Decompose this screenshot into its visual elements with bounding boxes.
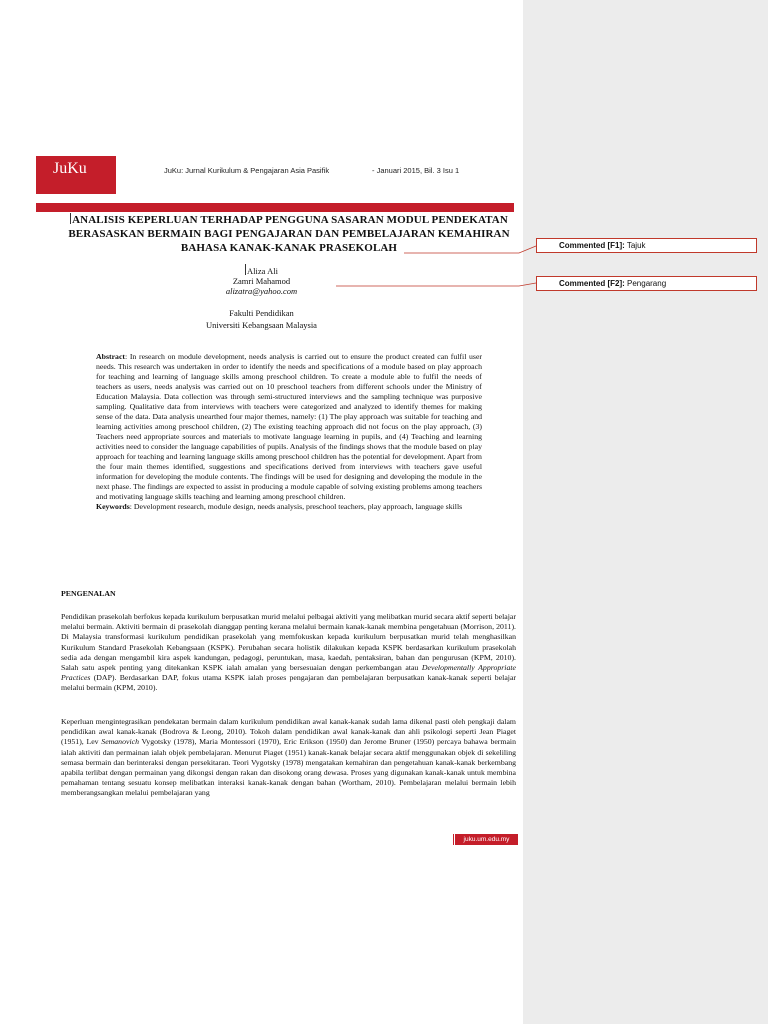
- journal-logo: [36, 156, 116, 191]
- comments-pane: [523, 0, 768, 1024]
- logo-underline: [36, 191, 116, 194]
- paragraph-1-italic: Developmentally Appropriate Practices: [61, 663, 516, 683]
- header-rule: [36, 203, 514, 212]
- footer-url[interactable]: juku.um.edu.my: [455, 834, 518, 845]
- paragraph-2-italic: Semanovich: [101, 737, 139, 747]
- footer-divider: [453, 834, 454, 845]
- header-issue-date: - Januari 2015, Bil. 3 Isu 1: [372, 166, 460, 175]
- title-line-1: ANALISIS KEPERLUAN TERHADAP PENGGUNA SASARAN MODUL PENDEKATAN: [72, 214, 508, 226]
- abstract-text: : In research on module development, needs analysis is carried out to ensure the product created can fulfil user needs. This research was undertaken in order to identify the needs and specifications of a module based on play approach for teaching and learning of language skills among preschool children. To create a module able to fulfil the needs of teachers as users, needs analysis was carried out on 10 preschool teachers from different schools under the Ministry of Education Malaysia. Data collection was through semi-structured interviews and the sampling technique was purposive sampling. Qualitative data from interviews with teachers were categorized and analyzed to identify themes for making sense of the data. Data analysis unearthed four major themes, namely: (1) The play approach was suitable for teaching and learning activities among preschool children, (2) The existing teaching approach did not focus on the play approach, (3) Teachers need appropriate sources and materials to motivate language learning in pupils, and (4) Teaching and learning activities need to consider the language capabilities of pupils. Analysis of the findings shows that the module based on play approach for teaching and learning language skills among preschool children has the potential for development. Apart from the four main themes identified, suggestions and specifications derived from interviews with teachers gave useful information for developing the module contents. The findings will be used for designing and developing the module in the next phase. The findings are expected to assist in producing a module capable of solving existing problems among teachers and motivating language skills teaching and learning among preschool children.: [96, 352, 482, 501]
- abstract-block: [96, 352, 482, 512]
- author-email: alizatra@yahoo.com: [225, 286, 298, 296]
- paper-title[interactable]: [60, 213, 518, 255]
- author-2[interactable]: Zamri Mahamod: [232, 276, 291, 286]
- comment-anchor-f1[interactable]: [70, 213, 71, 224]
- title-line-3: BAHASA KANAK-KANAK PRASEKOLAH: [180, 242, 398, 254]
- comment-f2-text: Pengarang: [624, 279, 667, 288]
- comment-f2[interactable]: [536, 276, 757, 291]
- affiliation-faculty: Fakulti Pendidikan: [229, 308, 294, 318]
- logo-text: JuKu: [53, 160, 87, 177]
- comment-f1[interactable]: [536, 238, 757, 253]
- affiliation-university: Universiti Kebangsaan Malaysia: [206, 320, 317, 330]
- abstract-label: Abstract: [96, 352, 126, 361]
- paragraph-1: Pendidikan prasekolah berfokus kepada kurikulum berpusatkan murid melalui pelbagai aktiviti yang melibatkan murid secara aktif seperti belajar melalui bermain. Aktiviti bermain di prasekolah dianggap penting kerana melalui bermain kanak-kanak membina pengetahuan (Morrison, 2011). Di Malaysia transformasi kurikulum pendidikan prasekolah yang memfokuskan kepada kurikulum berpusatkan murid telah menghasilkan Kurikulum Standard Prasekolah Kebangsaan (KSPK). Perubahan secara holistik dilakukan kepada KSPK berdasarkan kurikulum prasekolah sedia ada dengan mengambil kira aspek kandungan, pedagogi, peruntukan, masa, kaedah, pentaksiran, bahan dan pengurusan (KPM, 2010). Salah satu aspek penting yang ditekankan KSPK ialah amalan yang bersesuaian dengan perkembangan atau Developmentally Appropriate Practices (DAP). Berdasarkan DAP, fokus utama KSPK ialah proses pengajaran dan pembelajaran berpusatkan kanak-kanak seperti belajar melalui bermain (KPM, 2010).: [61, 612, 516, 693]
- comment-f1-label: Commented [F1]:: [559, 241, 625, 250]
- comment-f1-text: Tajuk: [624, 241, 646, 250]
- comment-anchor-f2[interactable]: [245, 264, 246, 275]
- section-heading: PENGENALAN: [61, 589, 116, 598]
- keywords-label: Keywords: [96, 502, 130, 511]
- author-1[interactable]: Aliza Ali: [247, 266, 278, 276]
- title-line-2: BERASASKAN BERMAIN BAGI PENGAJARAN DAN PEMBELAJARAN KEMAHIRAN: [68, 228, 510, 240]
- comment-f2-label: Commented [F2]:: [559, 279, 625, 288]
- paragraph-2: Keperluan mengintegrasikan pendekatan bermain dalam kurikulum pendidikan awal kanak-kanak sudah lama dikenal pasti oleh pengkaji dalam pendidikan awal kanak-kanak (Bodrova & Leong, 2010). Tokoh dalam pendidikan awal kanak-kanak dan ahli psikologi seperti Jean Piaget (1951), Lev Semanovich Vygotsky (1978), Maria Montessori (1970), Eric Erikson (1950) dan Jerome Bruner (1950) percaya bahawa bermain ialah aktiviti dan permainan ialah objek pembelajaran. Menurut Piaget (1951) kanak-kanak belajar secara aktif menggunakan objek di sekeliling semasa bermain dan berinteraksi dengan persekitaran. Teori Vygotsky (1978) mengatakan kemahiran dan pengetahuan kanak-kanak berkembang apabila terlibat dengan permainan yang dikongsi dengan rakan dan disokong orang dewasa. Proses yang digunakan kanak-kanak untuk membina pemahaman tentang sesuatu konsep melibatkan interaksi kanak-kanak dengan bahan (Wortham, 2010). Pembelajaran melalui bermain lebih memberangsangkan melalui pembelajaran yang: [61, 717, 516, 798]
- header-journal-name: JuKu: Jurnal Kurikulum & Pengajaran Asia Pasifik: [164, 166, 330, 175]
- keywords-text: : Development research, module design, needs analysis, preschool teachers, play approach, language skills: [129, 502, 463, 511]
